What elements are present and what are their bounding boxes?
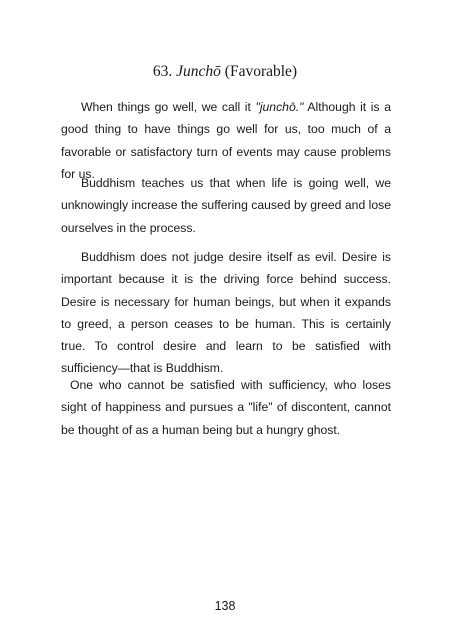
paragraph-4: One who cannot be satisfied with sufficiency, who loses sight of happiness and pursues a "life" of discontent, cannot be thought of as a human being but a hungry ghost. bbox=[61, 378, 391, 437]
paragraph-1-text-after: Although it is a good thing to have things go well for us, too much of a favorable or satisfactory turn of events may cause problems for us. bbox=[61, 100, 391, 181]
chapter-translation: (Favorable) bbox=[224, 63, 298, 80]
chapter-title bbox=[0, 62, 450, 82]
paragraph-3: Buddhism does not judge desire itself as evil. Desire is important because it is the driving force behind success. Desire is necessary for human beings, but when it expands to greed, a person ceases to be human. This is certainly true. To control desire and learn to be satisfied with sufficiency—that is Buddhism. bbox=[61, 250, 391, 376]
paragraph-2: Buddhism teaches us that when life is going well, we unknowingly increase the suffering caused by greed and lose ourselves in the process. bbox=[61, 176, 391, 235]
chapter-number: 63. bbox=[152, 63, 173, 80]
page-number: 138 bbox=[214, 599, 236, 613]
chapter-romaji: Junchō bbox=[176, 63, 221, 80]
paragraph-1-emphasis: "junchō." bbox=[255, 100, 304, 114]
paragraph-1-text-before: When things go well, we call it bbox=[81, 100, 256, 114]
